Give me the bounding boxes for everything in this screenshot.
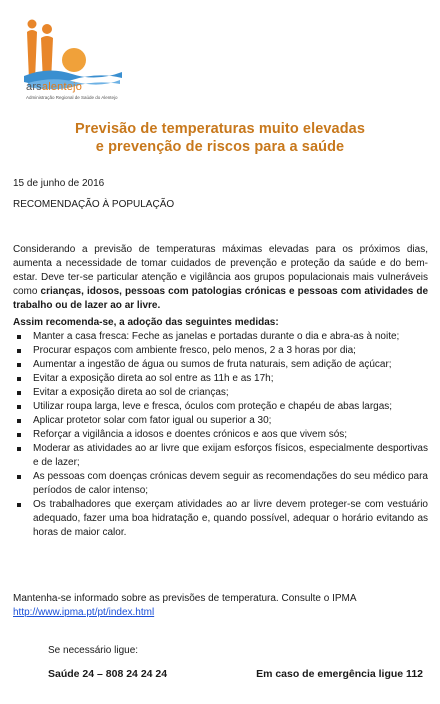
- title-line-2: e prevenção de riscos para a saúde: [95, 139, 345, 155]
- list-item-text: Os trabalhadores que exerçam atividades ao ar livre devem proteger-se com vestuário adequado, fazer uma boa hidratação e, quando possível, adequar o horário evitando as horas de maior calor.: [33, 499, 428, 538]
- document-date: 15 de junho de 2016: [13, 178, 105, 189]
- logo-figure-head-1: [28, 20, 37, 29]
- info-paragraph: [13, 592, 428, 620]
- bullet-icon: [17, 391, 21, 395]
- list-item-text: Utilizar roupa larga, leve e fresca, óculos com proteção e chapéu de abas largas;: [33, 401, 393, 412]
- bullet-icon: [17, 433, 21, 437]
- list-item: [13, 414, 428, 428]
- list-item-text: Manter a casa fresca: Feche as janelas e portadas durante o dia e abra-as à noite;: [33, 331, 400, 342]
- bullet-icon: [17, 363, 21, 367]
- list-item-text: Moderar as atividades ao ar livre que exijam esforços físicos, especialmente desportivas e de lazer;: [33, 443, 428, 468]
- list-item: [13, 358, 428, 372]
- page-title: [0, 120, 440, 156]
- measures-list: [13, 330, 428, 540]
- title-line-1: Previsão de temperaturas muito elevadas: [75, 121, 365, 137]
- bullet-icon: [17, 475, 21, 479]
- list-item: [13, 442, 428, 470]
- bullet-icon: [17, 405, 21, 409]
- list-item: [13, 330, 428, 344]
- list-item-text: Aplicar protetor solar com fator igual ou superior a 30;: [33, 415, 272, 426]
- bullet-icon: [17, 335, 21, 339]
- logo-subtitle: Administração Regional de Saúde do Alentejo: [26, 95, 118, 100]
- list-item-text: Evitar a exposição direta ao sol de crianças;: [33, 387, 229, 398]
- bullet-icon: [17, 503, 21, 507]
- intro-paragraph: [13, 243, 428, 313]
- list-item-text: Evitar a exposição direta ao sol entre as 11h e as 17h;: [33, 373, 274, 384]
- bullet-icon: [17, 447, 21, 451]
- intro-text: Considerando a previsão de temperaturas máximas elevadas para os próximos dias, aumenta a necessidade de tomar cuidados de prevenção e proteção da saúde e do bem-estar. Deve ter-se particular atenção e vigilância aos grupos populacionais mais vulneráveis como: [13, 244, 428, 297]
- logo-brand-alentejo: alentejo: [41, 81, 83, 93]
- bullet-icon: [17, 419, 21, 423]
- list-item: [13, 428, 428, 442]
- list-item-text: Aumentar a ingestão de água ou sumos de fruta naturais, sem adição de açúcar;: [33, 359, 392, 370]
- list-item: [13, 386, 428, 400]
- logo-brand-ars: ars: [26, 81, 42, 93]
- list-item: [13, 372, 428, 386]
- bullet-icon: [17, 377, 21, 381]
- logo-figure-head-2: [42, 24, 52, 34]
- bullet-icon: [17, 349, 21, 353]
- list-item: [13, 344, 428, 358]
- logo-sun: [62, 48, 86, 72]
- logo-brand: [26, 82, 82, 93]
- recommendation-heading: RECOMENDAÇÃO À POPULAÇÃO: [13, 199, 175, 210]
- measures-heading: Assim recomenda-se, a adoção das seguintes medidas:: [13, 317, 279, 328]
- list-item: [13, 470, 428, 498]
- emergency-contact: Em caso de emergência ligue 112: [256, 668, 423, 680]
- list-item-text: Reforçar a vigilância a idosos e doentes crónicos e aos que vivem sós;: [33, 429, 348, 440]
- list-item: [13, 498, 428, 540]
- call-label: Se necessário ligue:: [48, 645, 139, 656]
- ipma-link[interactable]: http://www.ipma.pt/pt/index.html: [13, 607, 155, 618]
- list-item-text: As pessoas com doenças crónicas devem seguir as recomendações do seu médico para períodos de calor intenso;: [33, 471, 428, 496]
- saude24-contact: Saúde 24 – 808 24 24 24: [48, 668, 168, 680]
- info-text: Mantenha-se informado sobre as previsões de temperatura. Consulte o IPMA: [13, 593, 357, 604]
- list-item: [13, 400, 428, 414]
- list-item-text: Procurar espaços com ambiente fresco, pelo menos, 2 a 3 horas por dia;: [33, 345, 356, 356]
- intro-bold-groups: crianças, idosos, pessoas com patologias crónicas e pessoas com atividades de trabalho ou de lazer ao ar livre.: [13, 286, 429, 311]
